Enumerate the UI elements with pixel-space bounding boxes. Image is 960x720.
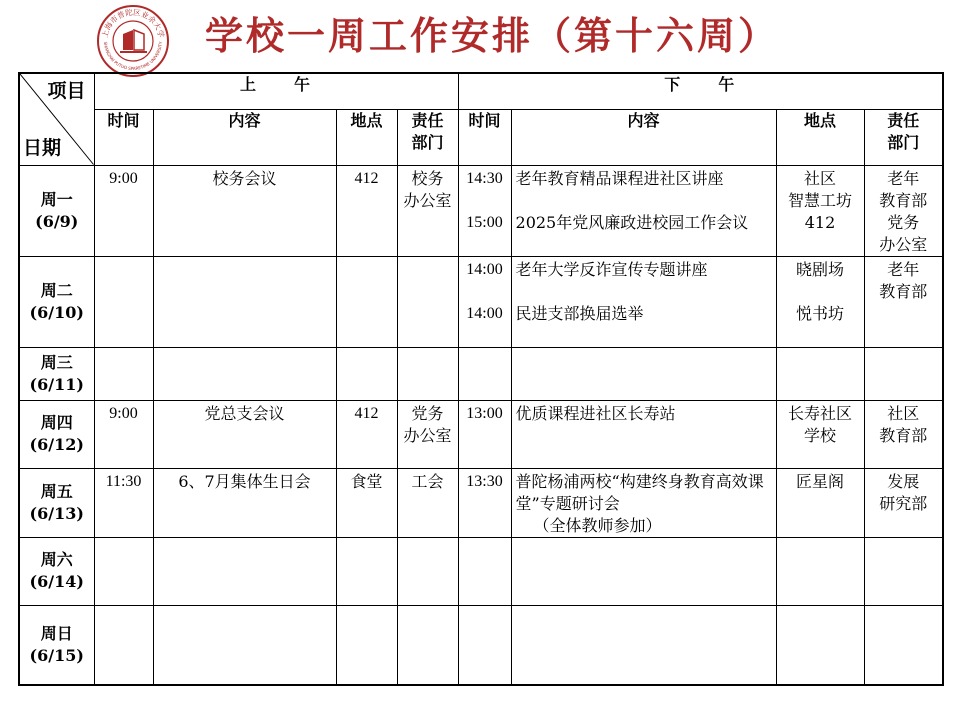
day-cell: 周四 (6/12)	[19, 400, 94, 468]
svg-text:上海市普陀区业余大学: 上海市普陀区业余大学	[100, 7, 166, 39]
am-dept: 校务 办公室	[397, 165, 458, 256]
table-row	[19, 468, 943, 537]
school-logo	[96, 4, 170, 78]
pm-dept	[864, 347, 943, 400]
table-row	[19, 256, 943, 347]
pm-dept: 发展 研究部	[864, 468, 943, 537]
am-place: 412	[336, 400, 397, 468]
pm-content	[511, 605, 776, 685]
pm-dept: 老年 教育部	[864, 256, 943, 347]
am-time	[94, 347, 153, 400]
svg-text:SHANGHAI PUTUO SPARETIME UNIVE: SHANGHAI PUTUO SPARETIME UNIVERSITY	[102, 41, 164, 72]
am-dept: 党务 办公室	[397, 400, 458, 468]
pm-place	[776, 347, 864, 400]
pm-time	[458, 605, 511, 685]
header-am: 上 午	[94, 73, 458, 109]
pm-dept: 社区 教育部	[864, 400, 943, 468]
table-row	[19, 537, 943, 605]
day-cell: 周二 (6/10)	[19, 256, 94, 347]
header-item-label: 项目	[47, 80, 86, 102]
am-dept: 工会	[397, 468, 458, 537]
pm-content: 优质课程进社区长寿站	[511, 400, 776, 468]
am-content: 6、7月集体生日会	[153, 468, 336, 537]
am-content: 党总支会议	[153, 400, 336, 468]
am-dept	[397, 537, 458, 605]
header-am-content: 内容	[153, 109, 336, 165]
pm-time: 14:00 14:00	[458, 256, 511, 347]
header-pm: 下 午	[458, 73, 943, 109]
am-content	[153, 605, 336, 685]
schedule-table	[18, 72, 944, 686]
am-time: 9:00	[94, 165, 153, 256]
pm-time	[458, 537, 511, 605]
am-place	[336, 256, 397, 347]
day-cell: 周六 (6/14)	[19, 537, 94, 605]
table-row	[19, 605, 943, 685]
header-pm-dept: 责任 部门	[864, 109, 943, 165]
pm-time: 13:30	[458, 468, 511, 537]
am-dept	[397, 256, 458, 347]
header-pm-place: 地点	[776, 109, 864, 165]
table-row	[19, 165, 943, 256]
header-pm-time: 时间	[458, 109, 511, 165]
am-time	[94, 537, 153, 605]
page-title: 学校一周工作安排（第十六周）	[205, 13, 780, 58]
am-place	[336, 537, 397, 605]
day-cell: 周一 (6/9)	[19, 165, 94, 256]
pm-time: 14:30 15:00	[458, 165, 511, 256]
am-place: 412	[336, 165, 397, 256]
pm-place: 晓剧场 悦书坊	[776, 256, 864, 347]
day-cell: 周三 (6/11)	[19, 347, 94, 400]
am-content	[153, 537, 336, 605]
day-cell: 周日 (6/15)	[19, 605, 94, 685]
am-time	[94, 605, 153, 685]
pm-time	[458, 347, 511, 400]
header-am-place: 地点	[336, 109, 397, 165]
am-time: 11:30	[94, 468, 153, 537]
pm-content	[511, 537, 776, 605]
pm-time: 13:00	[458, 400, 511, 468]
am-dept	[397, 347, 458, 400]
am-content	[153, 347, 336, 400]
pm-place: 长寿社区 学校	[776, 400, 864, 468]
pm-content: 普陀杨浦两校“构建终身教育高效课堂”专题研讨会 （全体教师参加）	[511, 468, 776, 537]
table-row	[19, 347, 943, 400]
header-am-dept: 责任 部门	[397, 109, 458, 165]
pm-place	[776, 537, 864, 605]
am-content: 校务会议	[153, 165, 336, 256]
am-content	[153, 256, 336, 347]
am-place	[336, 605, 397, 685]
pm-dept: 老年 教育部 党务 办公室	[864, 165, 943, 256]
pm-place	[776, 605, 864, 685]
am-time: 9:00	[94, 400, 153, 468]
header-am-time: 时间	[94, 109, 153, 165]
am-place	[336, 347, 397, 400]
table-row	[19, 400, 943, 468]
header-corner	[19, 73, 94, 165]
pm-place: 社区 智慧工坊 412	[776, 165, 864, 256]
pm-dept	[864, 537, 943, 605]
pm-place: 匠星阁	[776, 468, 864, 537]
header-date-label: 日期	[23, 136, 62, 159]
pm-dept	[864, 605, 943, 685]
am-place: 食堂	[336, 468, 397, 537]
pm-content: 老年大学反诈宣传专题讲座 民进支部换届选举	[511, 256, 776, 347]
am-dept	[397, 605, 458, 685]
header-pm-content: 内容	[511, 109, 776, 165]
am-time	[94, 256, 153, 347]
day-cell: 周五 (6/13)	[19, 468, 94, 537]
pm-content: 老年教育精品课程进社区讲座 2025年党风廉政进校园工作会议	[511, 165, 776, 256]
pm-content	[511, 347, 776, 400]
